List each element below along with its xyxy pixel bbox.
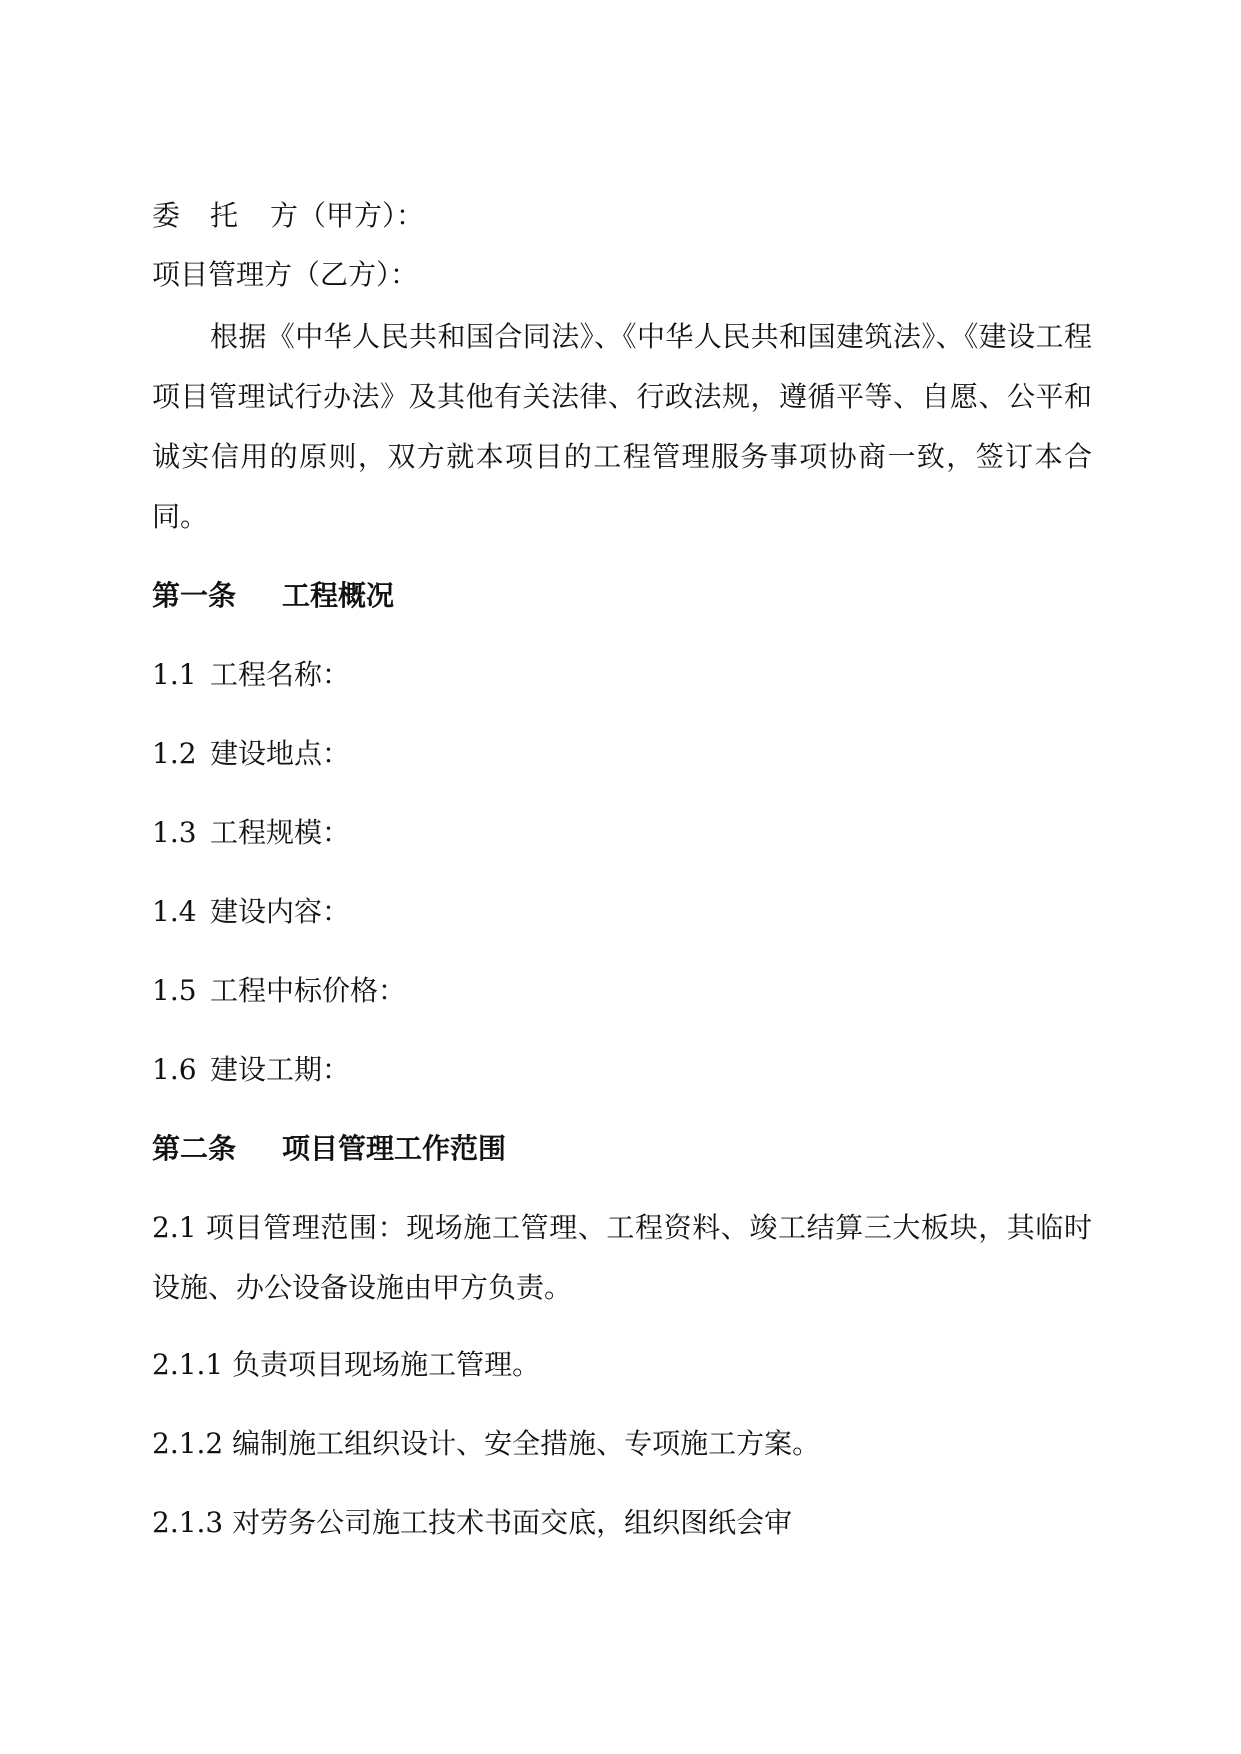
- article-1-item: [152, 734, 350, 774]
- article-1-item: [152, 892, 350, 932]
- item-number: 1.5: [152, 974, 197, 1007]
- party-a-char-3: 方: [270, 199, 299, 232]
- article-1-item: [152, 813, 350, 853]
- item-number: 1.2: [152, 737, 197, 770]
- party-a-char-2: 托: [210, 199, 239, 232]
- article-1-item: [152, 1050, 350, 1090]
- item-number: 1.1: [152, 658, 197, 691]
- party-b-line: 项目管理方（乙方）：: [152, 258, 419, 291]
- article-1-heading: [152, 576, 394, 616]
- item-text: 建设地点：: [210, 737, 351, 770]
- article-2-title: 项目管理工作范围: [282, 1132, 507, 1165]
- item-text: 工程名称：: [210, 658, 351, 691]
- article-2-subitem: 2.1.1 负责项目现场施工管理。: [152, 1348, 541, 1381]
- article-2-number: 第二条: [152, 1132, 237, 1165]
- item-number: 1.6: [152, 1053, 197, 1086]
- article-2-subitem: 2.1.3 对劳务公司施工技术书面交底，组织图纸会审: [152, 1506, 793, 1539]
- party-a-char-1: 委: [152, 199, 181, 232]
- item-text: 建设内容：: [210, 895, 351, 928]
- item-number: 1.4: [152, 895, 197, 928]
- article-1-number: 第一条: [152, 579, 237, 612]
- party-a-line: [152, 196, 424, 236]
- item-text: 工程规模：: [210, 816, 351, 849]
- article-2-subitem: 2.1.2 编制施工组织设计、安全措施、专项施工方案。: [152, 1427, 821, 1460]
- article-2-heading: [152, 1129, 506, 1169]
- article-2-scope-paragraph: 2.1 项目管理范围：现场施工管理、工程资料、竣工结算三大板块，其临时设施、办公设备设施由甲方负责。: [152, 1211, 1092, 1304]
- item-text: 工程中标价格：: [210, 974, 407, 1007]
- item-text: 建设工期：: [210, 1053, 351, 1086]
- article-1-title: 工程概况: [282, 579, 395, 612]
- item-number: 1.3: [152, 816, 197, 849]
- party-a-suffix: （甲方）：: [298, 199, 425, 232]
- article-1-item: [152, 655, 350, 695]
- preamble-paragraph: 根据《中华人民共和国合同法》、《中华人民共和国建筑法》、《建设工程项目管理试行办法》及其他有关法律、行政法规，遵循平等、自愿、公平和诚实信用的原则，双方就本项目的工程管理服务事项协商一致，签订本合同。: [152, 320, 1092, 533]
- article-1-item: [152, 971, 406, 1011]
